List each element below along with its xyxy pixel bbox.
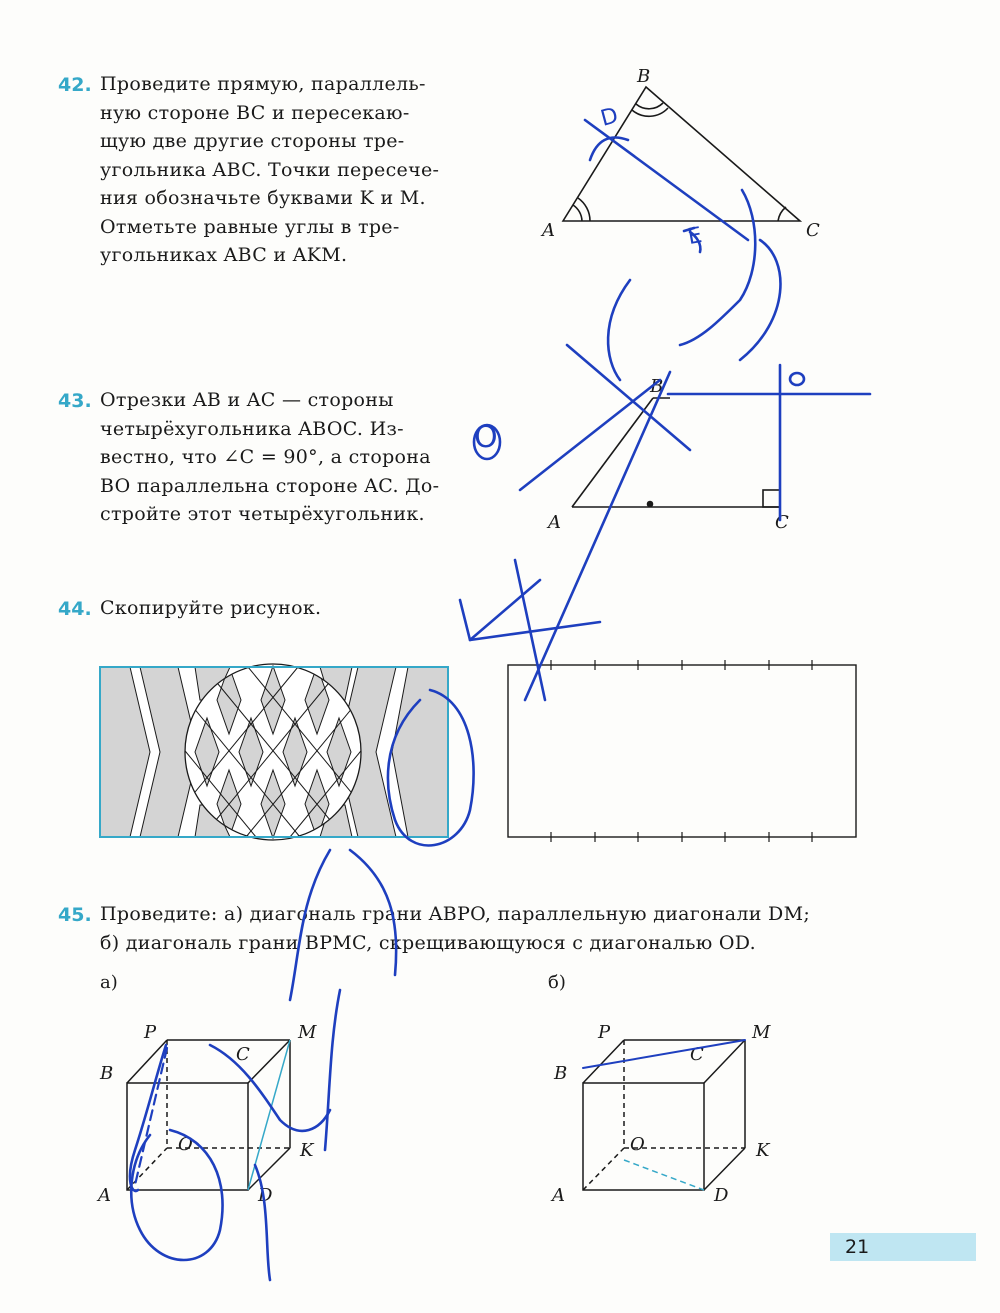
vertex-label-a: A bbox=[548, 512, 561, 533]
cube-b bbox=[583, 1040, 745, 1190]
task-text-line: б) диагональ грани BPMC, скрещивающуюся с диагональю OD. bbox=[100, 931, 756, 954]
vertex-label-c: C bbox=[775, 512, 789, 533]
task-text-line: угольника ABC. Точки пересече- bbox=[100, 158, 440, 181]
page-number: 21 bbox=[845, 1236, 870, 1258]
task-text-line: Скопируйте рисунок. bbox=[100, 597, 322, 619]
task-text-line: угольниках ABC и AKM. bbox=[100, 244, 348, 266]
cube-label-a: A bbox=[98, 1185, 111, 1206]
cube-label-k: K bbox=[756, 1140, 770, 1161]
cube-label-c: C bbox=[690, 1044, 704, 1065]
vertex-label-c: C bbox=[806, 220, 820, 241]
task-number-45: 45. bbox=[58, 904, 92, 926]
cube-label-o: O bbox=[630, 1134, 645, 1155]
task-text-line: щую две другие стороны тре- bbox=[100, 130, 405, 152]
cube-label-a: A bbox=[552, 1185, 565, 1206]
handwritten-e: E bbox=[685, 222, 704, 251]
cube-label-b: B bbox=[100, 1063, 114, 1084]
task-text-line: ния обозначьте буквами K и M. bbox=[100, 187, 426, 209]
task-text-line: Проведите: а) диагональ грани ABPO, параллельную диагонали DM; bbox=[100, 903, 811, 925]
cube-label-m: M bbox=[752, 1022, 771, 1043]
part-b-label: б) bbox=[548, 972, 566, 993]
handwritten-o: O bbox=[474, 420, 498, 455]
cube-label-o: O bbox=[178, 1134, 193, 1155]
cube-label-m: M bbox=[298, 1022, 317, 1043]
vertex-label-b: B bbox=[650, 376, 664, 397]
handwritten-d: D bbox=[598, 103, 621, 132]
task-text-line: BO параллельна стороне AC. До- bbox=[100, 474, 440, 497]
task-number-44: 44. bbox=[58, 598, 92, 620]
cube-label-c: C bbox=[236, 1044, 250, 1065]
cube-label-p: P bbox=[144, 1022, 157, 1043]
task-number-43: 43. bbox=[58, 390, 92, 412]
vertex-label-b: B bbox=[637, 66, 651, 87]
cube-label-b: B bbox=[554, 1063, 568, 1084]
cube-label-d: D bbox=[258, 1185, 273, 1206]
task-text-line: Проведите прямую, параллель- bbox=[100, 73, 426, 95]
vertex-label-a: A bbox=[542, 220, 555, 241]
task-text-line: Отрезки AB и AC — стороны bbox=[100, 389, 394, 411]
cube-label-p: P bbox=[598, 1022, 611, 1043]
task-number-42: 42. bbox=[58, 74, 92, 96]
task-text-line: стройте этот четырёхугольник. bbox=[100, 503, 425, 525]
copy-frame bbox=[508, 660, 856, 842]
cube-label-d: D bbox=[714, 1185, 729, 1206]
part-a-label: а) bbox=[100, 972, 118, 993]
figure-abc-43 bbox=[572, 398, 780, 507]
task-text-line: четырёхугольника ABOC. Из- bbox=[100, 417, 404, 440]
task-text-line: ную стороне BC и пересекаю- bbox=[100, 101, 410, 124]
cube-label-k: K bbox=[300, 1140, 314, 1161]
task-text-line: Отметьте равные углы в тре- bbox=[100, 215, 400, 238]
task-text-line: вестно, что ∠C = 90°, а сторона bbox=[100, 446, 431, 468]
